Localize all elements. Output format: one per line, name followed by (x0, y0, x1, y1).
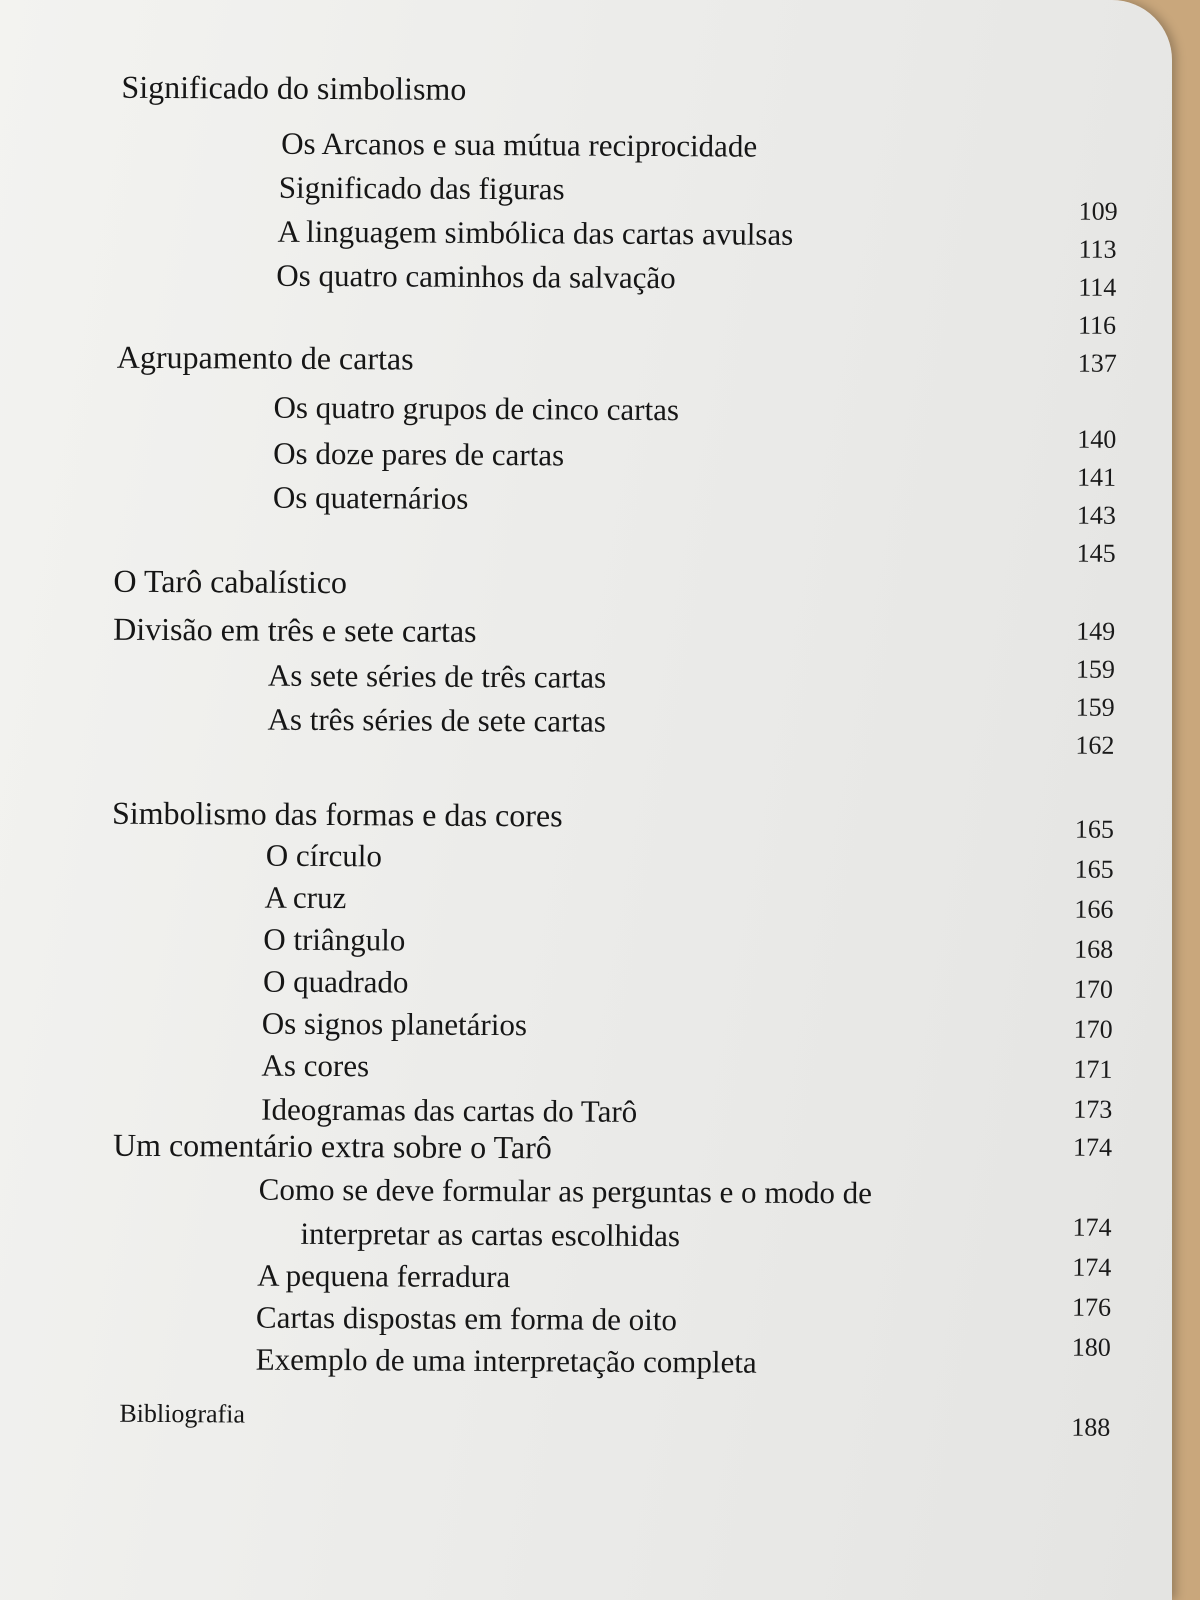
page-number: 137 (1077, 348, 1117, 378)
toc-entry: As sete séries de três cartas (267, 657, 607, 695)
page-number: 149 (1076, 616, 1116, 646)
page-number: 188 (1071, 1412, 1111, 1442)
toc-section-title: Agrupamento de cartas (116, 338, 414, 377)
toc-entry: O triângulo (263, 921, 406, 958)
page-number: 168 (1074, 934, 1114, 964)
page-number: 173 (1073, 1094, 1113, 1124)
toc-entry: Ideogramas das cartas do Tarô (261, 1091, 638, 1129)
page-number: 143 (1076, 500, 1116, 530)
page-number: 116 (1077, 310, 1117, 340)
toc-entry: Os quaternários (272, 479, 469, 516)
page-number: 159 (1075, 692, 1115, 722)
page-number: 114 (1078, 272, 1117, 302)
page-number: 113 (1078, 234, 1117, 264)
page-number: 162 (1075, 730, 1115, 760)
toc-entry: A linguagem simbólica das cartas avulsas (277, 213, 794, 252)
page-number: 174 (1072, 1132, 1113, 1162)
page-number: 140 (1077, 424, 1117, 454)
page-number: 180 (1071, 1332, 1111, 1362)
toc-entry: O círculo (265, 837, 383, 874)
page-number: 170 (1073, 1014, 1113, 1044)
toc-entry: Significado das figuras (278, 169, 565, 207)
toc-entry: Os signos planetários (261, 1005, 528, 1043)
page-number: 165 (1074, 854, 1114, 884)
page-number: 174 (1072, 1212, 1112, 1242)
page-number: 159 (1075, 654, 1116, 684)
toc-entry: Como se deve formular as perguntas e o modo de (258, 1171, 873, 1211)
toc-section-title: O Tarô cabalístico (113, 562, 348, 601)
toc-entry: Cartas dispostas em forma de oito (255, 1299, 678, 1338)
toc-entry: As três séries de sete cartas (267, 701, 606, 739)
page-number: 165 (1074, 814, 1115, 844)
page-number: 176 (1071, 1292, 1112, 1322)
toc-entry: interpretar as cartas escolhidas (300, 1215, 681, 1254)
toc-entry: A pequena ferradura (257, 1257, 511, 1295)
toc-entry: Os quatro caminhos da salvação (276, 257, 676, 296)
toc-entry: Exemplo de uma interpretação completa (255, 1341, 757, 1380)
page-number: 170 (1073, 974, 1114, 1004)
toc-entry: As cores (261, 1047, 370, 1084)
toc-entry: A cruz (264, 879, 347, 916)
toc-entry: Os doze pares de cartas (273, 435, 565, 473)
page-number: 145 (1076, 538, 1116, 568)
toc-section-title: Divisão em três e sete cartas (113, 610, 477, 649)
toc-entry: Os Arcanos e sua mútua reciprocidade (281, 125, 758, 164)
toc-section-title: Significado do simbolismo (121, 68, 467, 107)
page-number: 174 (1072, 1252, 1112, 1282)
page-number: 166 (1074, 894, 1114, 924)
toc-section-title: Simbolismo das formas e das cores (111, 794, 563, 834)
page-number: 141 (1077, 462, 1117, 492)
toc-entry: O quadrado (262, 963, 409, 1000)
toc-section-title: Um comentário extra sobre o Tarô (112, 1126, 552, 1166)
page-number: 171 (1073, 1054, 1113, 1084)
toc-entry: Os quatro grupos de cinco cartas (273, 389, 680, 428)
page-number: 109 (1078, 196, 1118, 226)
toc-section-title: Bibliografia (119, 1398, 246, 1429)
